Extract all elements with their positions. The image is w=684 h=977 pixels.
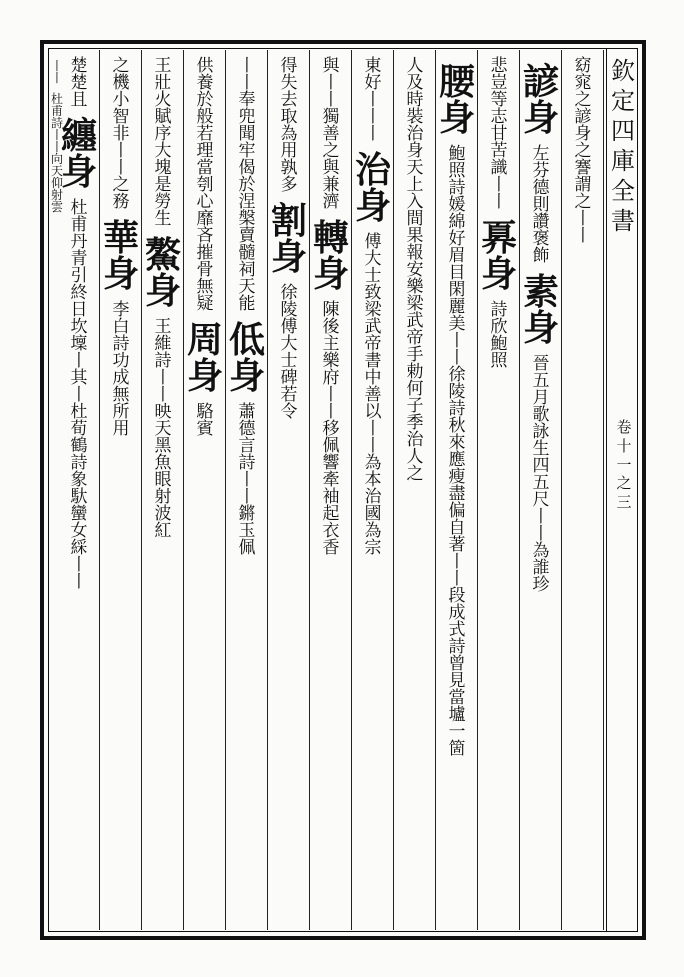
- column-text: 楚 楚 且: [70, 56, 88, 110]
- text-column: [50, 60, 64, 928]
- entry-note: 傅 大 士 致 梁 武 帝 書 中 善 以 丨 丨 為 本 治 國 為 宗: [364, 232, 382, 558]
- entry-head: 奡 身: [481, 217, 518, 295]
- column-text: 杜 甫 詩 丨 丨 向 天 仰 射 雲: [50, 92, 63, 214]
- text-column: [187, 58, 223, 926]
- column-rule: [519, 50, 520, 930]
- column-text: 悲 豈 等 志 甘 苦 識 丨 丨: [490, 56, 508, 212]
- entry-head: 華 身: [103, 217, 140, 295]
- entry-note: 詩 欣 鮑 照: [490, 300, 508, 371]
- entry-head: 鰲 身: [145, 234, 182, 312]
- entry-head: 轉 身: [313, 217, 350, 295]
- column-text: 人 及 時 裝 治 身 天 上 入 間 果 報 安 樂 梁 武 帝 手 勅 何 子 季 治 人 之: [406, 56, 424, 484]
- entry-note: 徐 陵 傅 大 士 碑 若 令: [280, 283, 298, 422]
- column-rule: [351, 50, 352, 930]
- text-column: [61, 58, 97, 926]
- text-column: [271, 58, 307, 926]
- entry-head: 諺 身: [523, 61, 560, 139]
- entry-note: 杜 甫 丹 青 引 終 日 坎 壈 丨 其 丨 杜 荀 鶴 詩 象 馱 蠻 女 綵 丨 丨: [70, 198, 88, 592]
- entry-note: 王 維 詩 丨 丨 映 天 黑 魚 眼 射 波 紅: [154, 317, 172, 541]
- entry-head: 周 身: [187, 319, 224, 397]
- column-text: 與 丨 丨 獨 善 之 與 兼 濟: [322, 56, 340, 212]
- text-column: [439, 58, 475, 926]
- column-rule: [393, 50, 394, 930]
- entry-head: 割 身: [271, 200, 308, 278]
- entry-head: 腰 身: [439, 61, 476, 139]
- column-text: 供 養 於 般 若 理 當 刳 心 靡 吝 摧 骨 無 疑: [196, 56, 214, 314]
- column-text: 得 失 去 取 為 用 孰 多: [280, 56, 298, 195]
- margin-volume-text: 卷十一之三: [616, 418, 632, 511]
- column-text: 丨 丨 奉 兜 聞 牢 偈 於 涅 槃 賣 髓 祠 天 能: [238, 56, 256, 314]
- column-rule: [435, 50, 436, 930]
- column-text: 窈 窕 之 諺 身 之 謇 謂 之 丨 丨: [574, 56, 592, 246]
- entry-note: 李 白 詩 功 成 無 所 用: [112, 300, 130, 439]
- column-rule: [603, 50, 604, 930]
- column-rule: [477, 50, 478, 930]
- text-column: [313, 58, 349, 926]
- column-rule: [225, 50, 226, 930]
- text-column: [565, 58, 601, 926]
- column-text: 王 壯 火 賦 序 大 塊 是 勞 生: [154, 56, 172, 229]
- column-rule: [561, 50, 562, 930]
- column-rule: [99, 50, 100, 930]
- text-column: [103, 58, 139, 926]
- column-rule: [309, 50, 310, 930]
- column-rule: [183, 50, 184, 930]
- text-column: [145, 58, 181, 926]
- text-column: [397, 58, 433, 926]
- margin-title-text: 欽定四庫全書: [611, 57, 635, 235]
- margin-title: [608, 56, 638, 236]
- entry-note: 駱 賓: [196, 402, 214, 439]
- entry-note: 晉 五 月 歌 詠 生 四 五 尺 丨 丨 為 誰 珍: [532, 354, 550, 595]
- text-column: [481, 58, 517, 926]
- column-text: 丨 丨: [50, 59, 63, 85]
- column-text: 東 好 丨 丨 丨: [364, 56, 382, 144]
- entry-note: 左 芬 德 則 讚 褒 飾: [532, 144, 550, 266]
- column-rule: [141, 50, 142, 930]
- entry-note: 蕭 德 言 詩 丨 丨 鏘 玉 佩: [238, 402, 256, 558]
- text-column: [355, 58, 391, 926]
- entry-note: 陳 後 主 樂 府 丨 丨 移 佩 響 牽 袖 起 衣 香: [322, 300, 340, 558]
- entry-head: 低 身: [229, 319, 266, 397]
- text-column: [523, 58, 559, 926]
- entry-head: 纏 身: [61, 115, 98, 193]
- margin-volume: [614, 418, 634, 512]
- entry-head: 治 身: [355, 149, 392, 227]
- entry-head: 素 身: [523, 271, 560, 349]
- entry-note: 鮑 照 詩 媛 綿 好 眉 目 閑 麗 美 丨 丨 徐 陵 詩 秋 來 應 瘦 盡 偏 自 著 丨 丨 段 成 式 詩 曾 見 當 壚 一 箇: [448, 144, 466, 759]
- text-column: [229, 58, 265, 926]
- column-text: 之 機 小 智 非 丨 丨 之 務: [112, 56, 130, 212]
- column-rule: [267, 50, 268, 930]
